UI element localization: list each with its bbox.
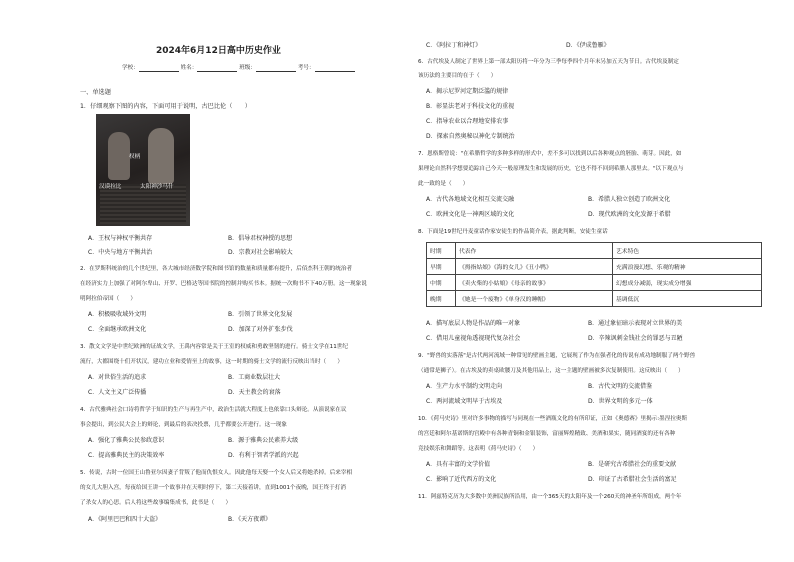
class-label: 班级： <box>239 65 256 71</box>
table-cell: 充满浪漫幻想、乐观的精神 <box>613 259 762 275</box>
q9-line-1: 9．"野兽的实落落"是古代两河流域一种常见的壁画主题，它展现了作为在强者化的传说有成功地制服了两个野兽 <box>418 353 696 359</box>
q5-option-a[interactable]: A．《阿里巴巴和四十大盗》 <box>88 516 162 523</box>
table-cell: 中期 <box>427 275 456 291</box>
q6-option-d[interactable]: D．探索自然奥秘以神化专制统治 <box>426 133 515 140</box>
q3-line-2: 流行，大都围绕十们开状汉，建功立业和爱情至上的故事，这一时期的骑士文学的流行反映出当时（ ） <box>80 359 343 365</box>
q9-option-b[interactable]: B．古代文明的交流借鉴 <box>588 383 653 390</box>
q8-stem: 8．下面是19世纪丹麦童话作家安徒生的作品简介表，据此判断，安徒生童话 <box>418 229 608 235</box>
q6-option-c[interactable]: C．指导农业以合理地安排农事 <box>426 118 509 125</box>
q7-option-b[interactable]: B．希腊人独立创造了欧洲文化 <box>588 196 671 203</box>
q4-option-b[interactable]: B．源于雅典公民素养大级 <box>228 437 299 444</box>
q11-line-1: 11．阿兹特克历为大多数中美洲民族所沿用，由一个365天的太阳年及一个260天的神圣年所组成，两个年 <box>418 494 682 500</box>
q10-option-c[interactable]: C．影响了近代西方的文化 <box>426 476 497 483</box>
q3-option-c[interactable]: C．人文主义广泛传播 <box>88 389 147 396</box>
q2-option-a[interactable]: A．积极吸收域外文明 <box>88 311 147 318</box>
q2-line-1: 2．在罗斯科统治的几个世纪里，各大城市经济数学院和图书馆的数量和质量都有提升，后佰杰科王朝的统治者 <box>80 266 353 272</box>
q6-line-1: 6．古代埃及人制定了世界上第一部太阳历将一年分为三季每季四个月年末另加五天为节日。古代埃及制定 <box>418 59 679 65</box>
hammurabi-stele-image <box>96 114 190 226</box>
q6-option-b[interactable]: B．彰显法老对于科技文化的重视 <box>426 103 515 110</box>
q4-option-c[interactable]: C．提高雅典民主的决策效率 <box>88 452 165 459</box>
q5-line-3: 了杀女人的心思。后人将这些故事编集成书，此书是（ ） <box>80 500 232 506</box>
q1-option-d[interactable]: D．宗教对社会影响较大 <box>228 249 293 256</box>
q3-option-b[interactable]: B．工商业数层壮大 <box>228 374 281 381</box>
table-header-cell: 时期 <box>427 243 456 259</box>
q10-option-b[interactable]: B．是研究古希腊社会的重要文献 <box>588 461 677 468</box>
q10-line-1: 10．《荷马史诗》里对许多事物的描写与同现在一些酒瓶文化的有所印证，正如《奥德赛》里揭示:墨涅拉奥斯 <box>418 416 688 422</box>
name-blank[interactable] <box>197 65 237 72</box>
image-label-scepter: 权柄 <box>129 154 141 160</box>
table-header-cell: 艺术特色 <box>613 243 762 259</box>
school-blank[interactable] <box>139 65 179 72</box>
q5-line-2: 的女儿大胆入宫，每夜给国王讲一个故事并在天明时停下，第二天接着讲，直到1001个夜晚，国王终于打消 <box>80 485 346 491</box>
q9-line-2: （通常是狮子）。在古埃及的卖桌欧腰刀及其他用品上，这一主题的壁画被多次复制使用。这反映出（ ） <box>418 368 684 374</box>
q1-option-c[interactable]: C．中央与地方平衡共治 <box>88 249 153 256</box>
q2-line-2: 在经济实力上加强了对阿尔卑山、开罗、巴格达等国书院的控制并购买书本。据统一次购书不下40万册。这一现象说 <box>80 281 367 287</box>
q6-option-a[interactable]: A．揭示尼罗河定期泛滥的规律 <box>426 88 509 95</box>
table-row <box>427 291 762 307</box>
table-cell: 早期 <box>427 259 456 275</box>
q2-line-3: 明阿拉伯帝国（ ） <box>80 296 136 302</box>
image-label-hammurabi: 汉谟拉比 <box>99 184 122 190</box>
q10-option-d[interactable]: D．印证了古希腊社会生活的富足 <box>588 476 677 483</box>
q10-line-3: 竞技娱乐和舞蹈等。这表明《荷马史诗》（ ） <box>418 446 539 452</box>
q7-line-2: 果理论自然科学想要追踪自己今天一般原理发生和发展的历史，它也不得不回到希腊人那里去。"以下观点与 <box>418 166 684 172</box>
q8-option-d[interactable]: D．辛辣讽刺金钱社会的罪恶与丑陋 <box>588 335 683 342</box>
god-figure <box>148 128 174 184</box>
q8-table <box>426 242 762 307</box>
q4-option-d[interactable]: D．有利于智者学派的兴起 <box>228 452 299 459</box>
table-cell: 《她是一个废物》《单身汉的睡帽》 <box>456 291 613 307</box>
q8-option-a[interactable]: A．描写底层人物是作品的唯一对象 <box>426 320 521 327</box>
q7-option-a[interactable]: A．古代各地域文化相互交流交融 <box>426 196 515 203</box>
q5-option-d[interactable]: D．《伊成鲁雁》 <box>566 42 610 49</box>
q2-option-b[interactable]: B．引领了世界文化发展 <box>228 311 293 318</box>
table-cell: 基调低沉 <box>613 291 762 307</box>
class-blank[interactable] <box>256 65 296 72</box>
table-cell: 《卖火柴的小姑娘》《母亲的故事》 <box>456 275 613 291</box>
name-label: 姓名： <box>180 65 198 71</box>
q3-option-d[interactable]: D．天主教会的衰落 <box>228 389 281 396</box>
table-header-row <box>427 243 762 259</box>
table-header-cell: 代表作 <box>456 243 613 259</box>
table-row <box>427 259 762 275</box>
q4-option-a[interactable]: A．强化了雅典公民参政意识 <box>88 437 165 444</box>
exam-no-label: 考号： <box>297 65 315 71</box>
q5-line-1: 5．传说，古时一位国王山鲁亚尔因妻子背叛了他而仇恨女人。因此他每天娶一个女人后又将她杀掉。后来宰相 <box>80 470 353 476</box>
student-info-line <box>122 64 355 72</box>
q7-line-1: 7．恩格斯曾说："在希腊哲学的多种多样的形式中，差不多可以找到以后各种观点的胚胎、萌芽。因此，如 <box>418 151 682 157</box>
school-label: 学校： <box>122 65 139 71</box>
q10-option-a[interactable]: A．具有丰富的文学价值 <box>426 461 491 468</box>
q1-option-a[interactable]: A．王权与神权平衡共存 <box>88 235 153 242</box>
q9-option-d[interactable]: D．世界文明的多元一体 <box>588 398 653 405</box>
q7-line-3: 此一致的是（ ） <box>418 181 469 187</box>
q4-line-2: 事会提出，到公民大会上的辩论，到最后的表决投票，几乎都要公开进行。这一现象 <box>80 422 287 428</box>
q5-option-b[interactable]: B．《天方夜谭》 <box>228 516 272 523</box>
q8-option-b[interactable]: B．通过象征暗示表现对立世界的美 <box>588 320 683 327</box>
section-heading: 一、单选题 <box>80 89 111 96</box>
q1-option-b[interactable]: B．倡导君权神授的思想 <box>228 235 293 242</box>
stele-inscription <box>100 184 186 224</box>
q3-option-a[interactable]: A．对世俗生活的追求 <box>88 374 147 381</box>
king-figure <box>108 132 130 180</box>
q3-line-1: 3．散文文学是中世纪欧洲的证战文学，王禹内容常是关于王室的权威和勇敢坚韧的进行。骑士文学在11世纪 <box>80 344 348 350</box>
page-title: 2024年6月12日高中历史作业 <box>156 46 281 56</box>
q9-option-a[interactable]: A．生产力水平制约文明走向 <box>426 383 503 390</box>
table-cell: 幻想成分减弱，现实成分增强 <box>613 275 762 291</box>
q7-option-c[interactable]: C．欧洲文化是一神两区域的文化 <box>426 211 515 218</box>
q1-stem: 1．仔细观察下图的内容，下面可用于说明，古巴比伦（ ） <box>80 103 251 110</box>
exam-no-blank[interactable] <box>315 65 355 72</box>
image-label-sun-god: 太阳神沙马什 <box>140 184 174 190</box>
q10-line-2: 的宫廷和阿尔基诺斯的宫殿中有各种青铜和金银装饰，富丽辉煌精致、美酒和果实，随同酒宴的还有各种 <box>418 431 676 437</box>
q4-line-1: 4．古代雅典社会口诗将哲学于知识的生产与再生产中，政治生活就大程度上也依靠口头辩论。从演说家在议 <box>80 407 347 413</box>
table-cell: 晚期 <box>427 291 456 307</box>
q7-option-d[interactable]: D．现代欧洲的文化发源于希腊 <box>588 211 671 218</box>
table-cell: 《拇指姑娘》《海的女儿》《丑小鸭》 <box>456 259 613 275</box>
q2-option-d[interactable]: D．加深了对外扩张步伐 <box>228 326 293 333</box>
q6-line-2: 该历法的主要目的在于（ ） <box>418 73 497 79</box>
q8-option-c[interactable]: C．借用儿童视角透视现代复杂社会 <box>426 335 521 342</box>
q2-option-c[interactable]: C．全面继承欧洲文化 <box>88 326 147 333</box>
table-row <box>427 275 762 291</box>
q9-option-c[interactable]: C．两河流域文明早于古埃及 <box>426 398 503 405</box>
q5-option-c[interactable]: C．《阿拉丁和神灯》 <box>426 42 482 49</box>
